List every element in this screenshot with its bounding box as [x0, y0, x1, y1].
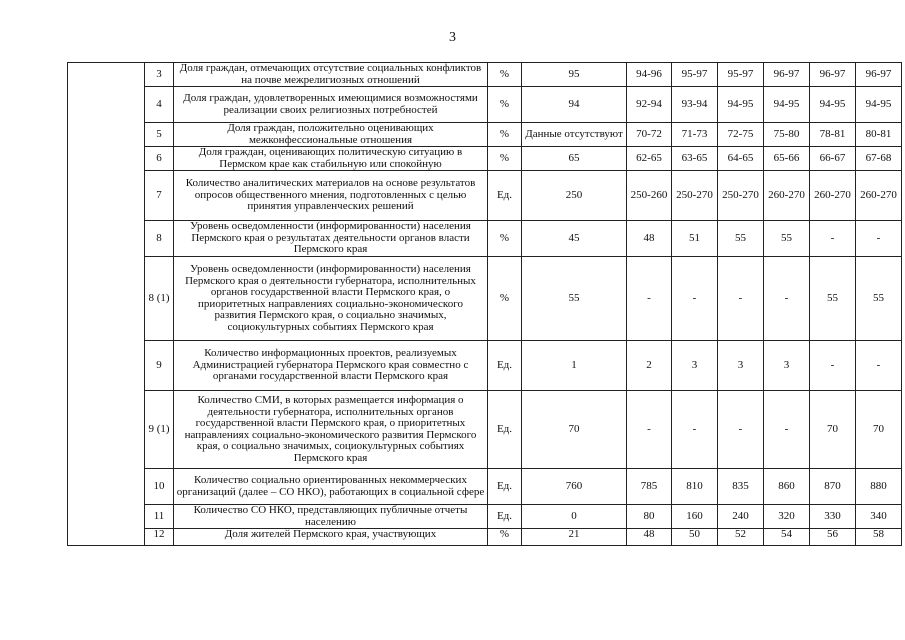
indicator-name: Доля граждан, оценивающих политическую ситуацию в Пермском крае как стабильную или спокойную	[174, 147, 488, 171]
year-value-cell: 860	[764, 469, 810, 505]
indicator-name: Количество СО НКО, представляющих публичные отчеты населению	[174, 505, 488, 529]
year-value-cell: 65-66	[764, 147, 810, 171]
year-value-cell: 56	[810, 529, 856, 546]
blank-column-cell	[68, 63, 145, 546]
year-value-cell: 250-270	[672, 171, 718, 221]
year-value-cell: 55	[718, 221, 764, 257]
unit-cell: Ед.	[488, 505, 522, 529]
page-number: 3	[449, 30, 456, 45]
row-number: 4	[145, 87, 174, 123]
table-row	[68, 257, 902, 341]
indicator-name: Количество информационных проектов, реализуемых Администрацией губернатора Пермского края совместно с органами государственной власти Пермского края	[174, 341, 488, 391]
year-value-cell: 80	[627, 505, 672, 529]
year-value-cell: 70	[810, 391, 856, 469]
base-value-cell: 250	[522, 171, 627, 221]
year-value-cell: -	[856, 221, 902, 257]
row-number: 6	[145, 147, 174, 171]
year-value-cell: 880	[856, 469, 902, 505]
indicator-name: Количество социально ориентированных некоммерческих организаций (далее – СО НКО), работающих в социальной сфере	[174, 469, 488, 505]
year-value-cell: 70	[856, 391, 902, 469]
unit-cell: %	[488, 87, 522, 123]
row-number: 9	[145, 341, 174, 391]
table-row	[68, 171, 902, 221]
year-value-cell: -	[764, 391, 810, 469]
year-value-cell: 250-270	[718, 171, 764, 221]
row-number: 10	[145, 469, 174, 505]
unit-cell: Ед.	[488, 171, 522, 221]
year-value-cell: 3	[764, 341, 810, 391]
year-value-cell: 71-73	[672, 123, 718, 147]
indicator-name: Количество аналитических материалов на основе результатов опросов общественного мнения, подготовленных с целью принятия управленческих решений	[174, 171, 488, 221]
year-value-cell: 95-97	[672, 63, 718, 87]
year-value-cell: 67-68	[856, 147, 902, 171]
base-value-cell: 95	[522, 63, 627, 87]
year-value-cell: 330	[810, 505, 856, 529]
base-value-cell: 94	[522, 87, 627, 123]
table-row	[68, 147, 902, 171]
year-value-cell: 80-81	[856, 123, 902, 147]
year-value-cell: 2	[627, 341, 672, 391]
year-value-cell: 3	[718, 341, 764, 391]
base-value-cell: 21	[522, 529, 627, 546]
table-row	[68, 87, 902, 123]
unit-cell: %	[488, 147, 522, 171]
indicator-name: Доля жителей Пермского края, участвующих	[174, 529, 488, 546]
row-number: 11	[145, 505, 174, 529]
table-row	[68, 529, 902, 546]
base-value-cell: 45	[522, 221, 627, 257]
unit-cell: %	[488, 63, 522, 87]
table-row	[68, 63, 902, 87]
year-value-cell: 94-95	[856, 87, 902, 123]
row-number: 8 (1)	[145, 257, 174, 341]
base-value-cell: Данные отсутствуют	[522, 123, 627, 147]
year-value-cell: -	[627, 391, 672, 469]
row-number: 3	[145, 63, 174, 87]
unit-cell: %	[488, 529, 522, 546]
year-value-cell: 340	[856, 505, 902, 529]
year-value-cell: 95-97	[718, 63, 764, 87]
year-value-cell: 48	[627, 221, 672, 257]
table-row	[68, 123, 902, 147]
year-value-cell: 75-80	[764, 123, 810, 147]
year-value-cell: 260-270	[764, 171, 810, 221]
year-value-cell: 810	[672, 469, 718, 505]
year-value-cell: 260-270	[810, 171, 856, 221]
year-value-cell: 96-97	[764, 63, 810, 87]
base-value-cell: 1	[522, 341, 627, 391]
indicator-name: Количество СМИ, в которых размещается информация о деятельности губернатора, исполнительных органов государственной власти Пермского края, о приоритетных направлениях социально-экономического развития Пермского края, о социально значимых, социокультурных событиях Пермского края	[174, 391, 488, 469]
year-value-cell: 785	[627, 469, 672, 505]
unit-cell: %	[488, 123, 522, 147]
unit-cell: %	[488, 257, 522, 341]
year-value-cell: 3	[672, 341, 718, 391]
row-number: 9 (1)	[145, 391, 174, 469]
year-value-cell: 78-81	[810, 123, 856, 147]
year-value-cell: 94-95	[718, 87, 764, 123]
year-value-cell: 240	[718, 505, 764, 529]
year-value-cell: 320	[764, 505, 810, 529]
indicator-name: Уровень осведомленности (информированности) населения Пермского края о деятельности губернатора, исполнительных органов государственной власти Пермского края, о приоритетных направлениях социально-экономического развития Пермского края, о социально значимых, социокультурных событиях Пермского края	[174, 257, 488, 341]
year-value-cell: 52	[718, 529, 764, 546]
year-value-cell: 66-67	[810, 147, 856, 171]
base-value-cell: 65	[522, 147, 627, 171]
year-value-cell: 48	[627, 529, 672, 546]
year-value-cell: 55	[764, 221, 810, 257]
base-value-cell: 0	[522, 505, 627, 529]
year-value-cell: 870	[810, 469, 856, 505]
year-value-cell: -	[764, 257, 810, 341]
year-value-cell: 55	[810, 257, 856, 341]
year-value-cell: -	[810, 341, 856, 391]
year-value-cell: 55	[856, 257, 902, 341]
year-value-cell: -	[810, 221, 856, 257]
indicator-name: Доля граждан, положительно оценивающих межконфессиональные отношения	[174, 123, 488, 147]
row-number: 5	[145, 123, 174, 147]
indicator-name: Доля граждан, отмечающих отсутствие социальных конфликтов на почве межрелигиозных отношений	[174, 63, 488, 87]
year-value-cell: 54	[764, 529, 810, 546]
year-value-cell: 58	[856, 529, 902, 546]
year-value-cell: -	[672, 257, 718, 341]
year-value-cell: 63-65	[672, 147, 718, 171]
year-value-cell: -	[672, 391, 718, 469]
year-value-cell: 51	[672, 221, 718, 257]
year-value-cell: 96-97	[810, 63, 856, 87]
table-row	[68, 221, 902, 257]
table-row	[68, 505, 902, 529]
year-value-cell: 64-65	[718, 147, 764, 171]
row-number: 12	[145, 529, 174, 546]
year-value-cell: 94-95	[764, 87, 810, 123]
year-value-cell: 94-95	[810, 87, 856, 123]
year-value-cell: 93-94	[672, 87, 718, 123]
year-value-cell: 92-94	[627, 87, 672, 123]
year-value-cell: 260-270	[856, 171, 902, 221]
base-value-cell: 55	[522, 257, 627, 341]
table-row	[68, 341, 902, 391]
year-value-cell: 250-260	[627, 171, 672, 221]
unit-cell: Ед.	[488, 391, 522, 469]
year-value-cell: 94-96	[627, 63, 672, 87]
year-value-cell: -	[718, 257, 764, 341]
indicator-name: Доля граждан, удовлетворенных имеющимися возможностями реализации своих религиозных потребностей	[174, 87, 488, 123]
row-number: 7	[145, 171, 174, 221]
indicator-name: Уровень осведомленности (информированности) населения Пермского края о результатах деятельности органов власти Пермского края	[174, 221, 488, 257]
table-row	[68, 391, 902, 469]
year-value-cell: 72-75	[718, 123, 764, 147]
row-number: 8	[145, 221, 174, 257]
year-value-cell: 160	[672, 505, 718, 529]
table-row	[68, 469, 902, 505]
year-value-cell: -	[718, 391, 764, 469]
unit-cell: %	[488, 221, 522, 257]
base-value-cell: 760	[522, 469, 627, 505]
year-value-cell: 70-72	[627, 123, 672, 147]
year-value-cell: -	[856, 341, 902, 391]
unit-cell: Ед.	[488, 341, 522, 391]
year-value-cell: 835	[718, 469, 764, 505]
year-value-cell: -	[627, 257, 672, 341]
year-value-cell: 50	[672, 529, 718, 546]
base-value-cell: 70	[522, 391, 627, 469]
year-value-cell: 96-97	[856, 63, 902, 87]
year-value-cell: 62-65	[627, 147, 672, 171]
unit-cell: Ед.	[488, 469, 522, 505]
indicators-table	[67, 62, 902, 546]
